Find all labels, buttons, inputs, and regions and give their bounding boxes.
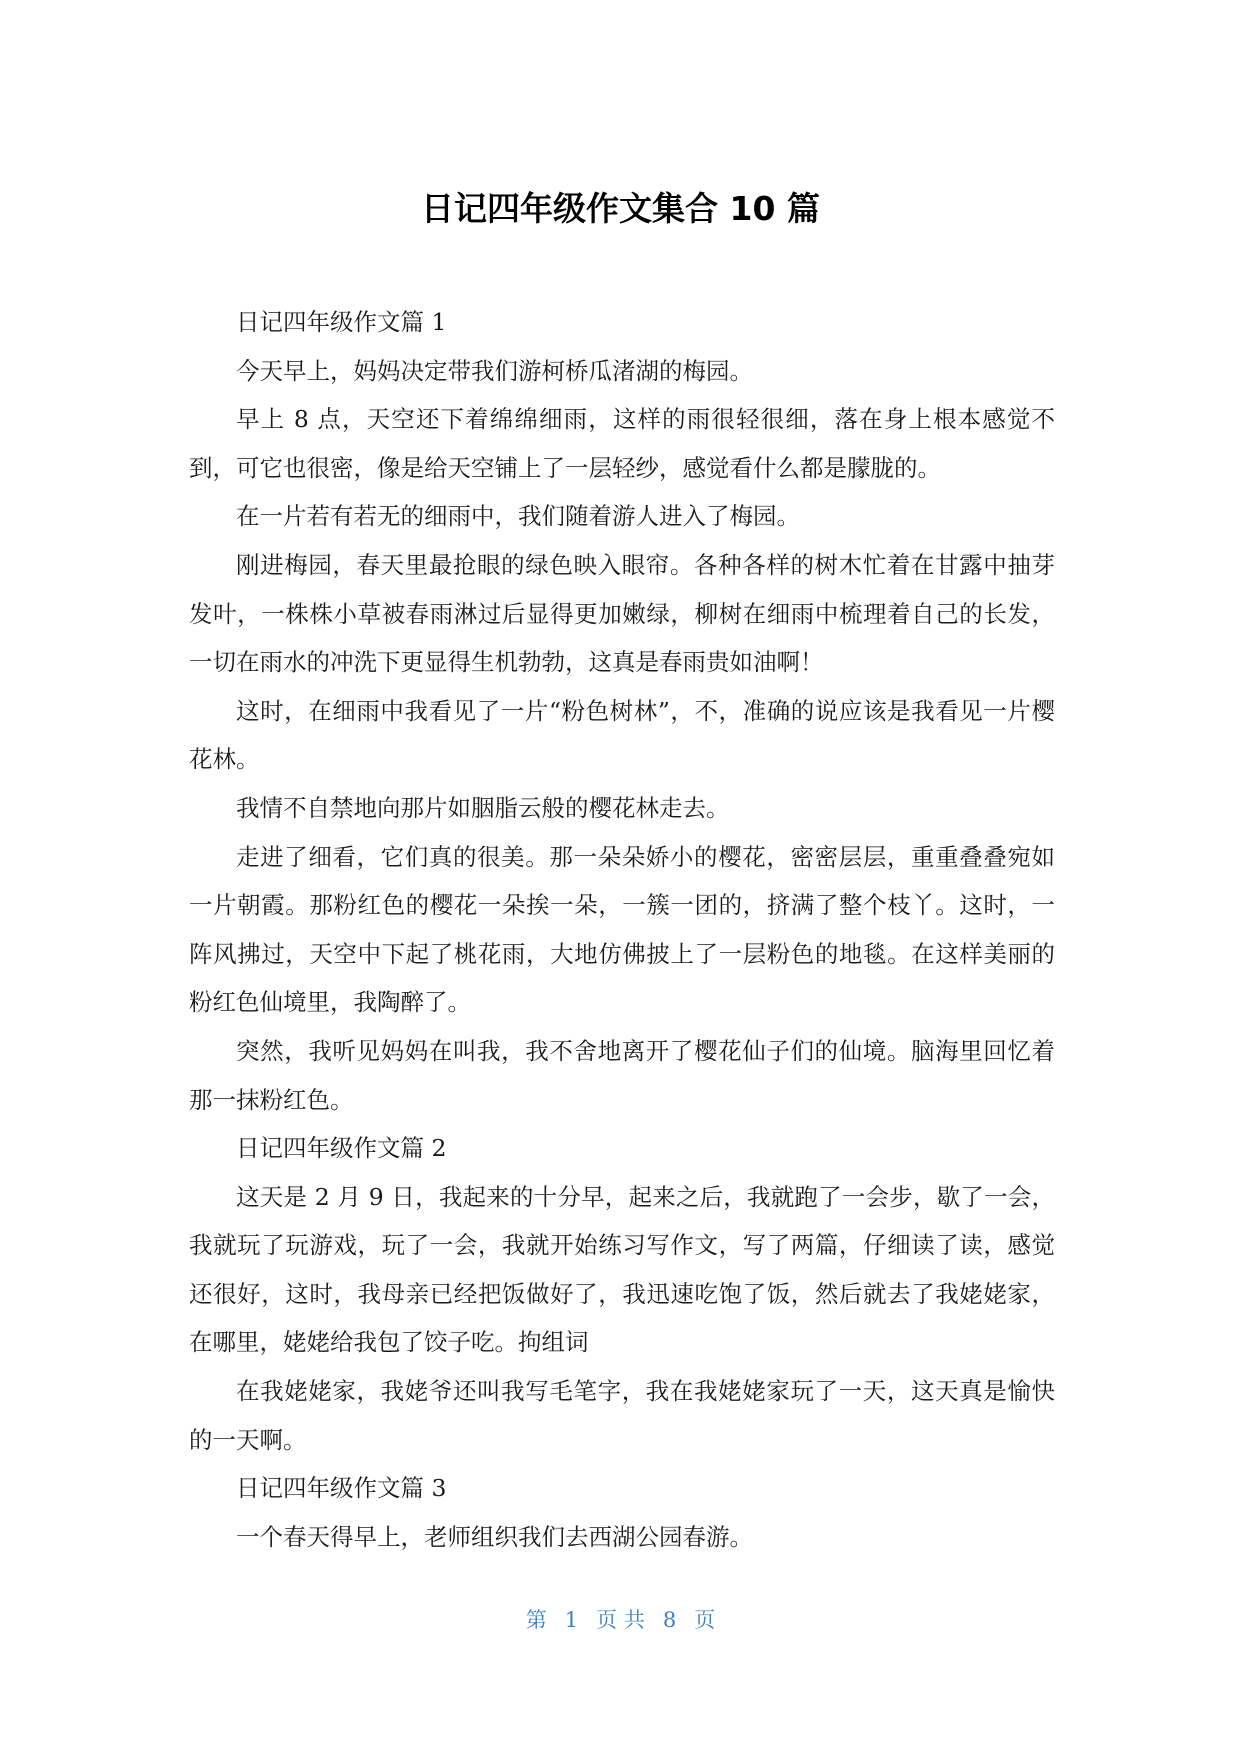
document-title: 日记四年级作文集合 10 篇 — [421, 189, 820, 228]
paragraph: 今天早上，妈妈决定带我们游柯桥瓜渚湖的梅园。 — [236, 356, 753, 385]
paragraph: 刚进梅园，春天里最抢眼的绿色映入眼帘。各种各样的树木忙着在甘露中抽芽发叶，一株株小草被春雨淋过后显得更加嫩绿，柳树在细雨中梳理着自己的长发，一切在雨水的冲洗下更显得生机勃勃，这真是春雨贵如油啊！ — [189, 550, 1055, 677]
paragraph: 这时，在细雨中我看见了一片“粉色树林”，不，准确的说应该是我看见一片樱花林。 — [189, 696, 1055, 774]
footer-suffix: 页 — [694, 1608, 716, 1632]
paragraph: 在一片若有若无的细雨中，我们随着游人进入了梅园。 — [236, 502, 800, 531]
section-heading-1: 日记四年级作文篇 1 — [236, 308, 447, 336]
section-heading-2: 日记四年级作文篇 2 — [236, 1134, 447, 1163]
paragraph: 我情不自禁地向那片如胭脂云般的樱花林走去。 — [236, 793, 730, 822]
total-pages-number: 8 — [662, 1608, 677, 1632]
page-number-footer — [0, 1604, 1241, 1634]
paragraph: 在我姥姥家，我姥爷还叫我写毛笔字，我在我姥姥家玩了一天，这天真是愉快的一天啊。 — [189, 1377, 1055, 1454]
document-body — [189, 298, 1055, 1561]
footer-middle: 页 共 — [596, 1608, 645, 1632]
paragraph: 早上 8 点，天空还下着绵绵细雨，这样的雨很轻很细，落在身上根本感觉不到，可它也很密，像是给天空铺上了一层轻纱，感觉看什么都是朦胧的。 — [189, 405, 1055, 482]
paragraph: 突然，我听见妈妈在叫我，我不舍地离开了樱花仙子们的仙境。脑海里回忆着那一抹粉红色。 — [189, 1036, 1055, 1114]
paragraph: 这天是 2 月 9 日，我起来的十分早，起来之后，我就跑了一会步，歇了一会，我就玩了玩游戏，玩了一会，我就开始练习写作文，写了两篇，仔细读了读，感觉还很好，这时，我母亲已经把饭做好了，我迅速吃饱了饭，然后就去了我姥姥家，在哪里，姥姥给我包了饺子吃。拘组词 — [189, 1182, 1055, 1357]
current-page-number: 1 — [564, 1608, 579, 1632]
paragraph: 走进了细看，它们真的很美。那一朵朵娇小的樱花，密密层层，重重叠叠宛如一片朝霞。那粉红色的樱花一朵挨一朵，一簇一团的，挤满了整个枝丫。这时，一阵风拂过，天空中下起了桃花雨，大地仿佛披上了一层粉色的地毯。在这样美丽的粉红色仙境里，我陶醉了。 — [189, 842, 1055, 1017]
footer-prefix: 第 — [525, 1608, 547, 1632]
section-heading-3: 日记四年级作文篇 3 — [236, 1474, 447, 1503]
paragraph: 一个春天得早上，老师组织我们去西湖公园春游。 — [236, 1522, 753, 1551]
